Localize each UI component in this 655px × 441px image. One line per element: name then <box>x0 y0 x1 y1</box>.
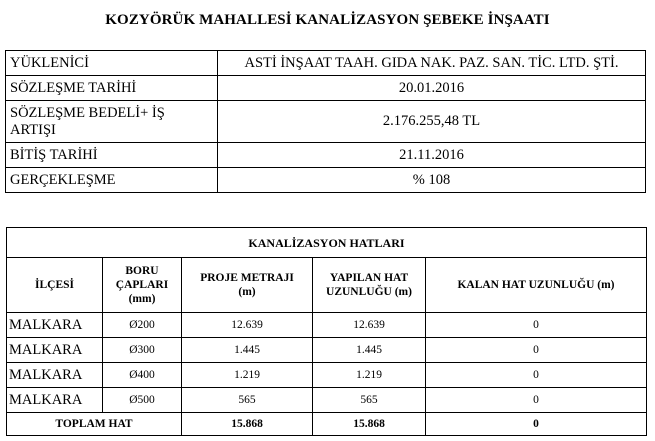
total-built: 15.868 <box>313 413 426 436</box>
table-row <box>7 338 647 363</box>
header-project-quantity: PROJE METRAJI (m) <box>182 258 313 313</box>
total-label: TOPLAM HAT <box>7 413 182 436</box>
cell-diameter: Ø300 <box>103 338 182 363</box>
info-row-contract-date <box>6 76 646 101</box>
info-label: BİTİŞ TARİHİ <box>6 143 218 168</box>
info-label: YÜKLENİCİ <box>6 51 218 76</box>
cell-built: 12.639 <box>313 313 426 338</box>
cell-diameter: Ø400 <box>103 363 182 388</box>
info-row-contractor <box>6 51 646 76</box>
cell-remaining: 0 <box>426 313 647 338</box>
cell-built: 1.445 <box>313 338 426 363</box>
table-total-row <box>7 413 647 436</box>
total-remaining: 0 <box>426 413 647 436</box>
table-row <box>7 363 647 388</box>
info-row-end-date <box>6 143 646 168</box>
cell-project: 1.445 <box>182 338 313 363</box>
info-label: SÖZLEŞME BEDELİ+ İŞ ARTIŞI <box>6 101 218 143</box>
info-value: 21.11.2016 <box>218 143 646 168</box>
info-label: GERÇEKLEŞME <box>6 168 218 193</box>
cell-remaining: 0 <box>426 388 647 413</box>
cell-district: MALKARA <box>7 313 103 338</box>
cell-built: 1.219 <box>313 363 426 388</box>
document-title: KOZYÖRÜK MAHALLESİ KANALİZASYON ŞEBEKE İNŞAATI <box>105 12 550 28</box>
cell-remaining: 0 <box>426 338 647 363</box>
table-header-row <box>7 258 647 313</box>
contract-info-table <box>5 50 646 193</box>
info-label: SÖZLEŞME TARİHİ <box>6 76 218 101</box>
info-value: % 108 <box>218 168 646 193</box>
sewer-lines-table <box>6 227 647 436</box>
table-caption: KANALİZASYON HATLARI <box>7 228 647 258</box>
header-pipe-diameter: BORU ÇAPLARI (mm) <box>103 258 182 313</box>
cell-project: 1.219 <box>182 363 313 388</box>
cell-project: 12.639 <box>182 313 313 338</box>
header-built-length: YAPILAN HAT UZUNLUĞU (m) <box>313 258 426 313</box>
info-value: 2.176.255,48 TL <box>218 101 646 143</box>
info-row-contract-amount <box>6 101 646 143</box>
cell-built: 565 <box>313 388 426 413</box>
total-project: 15.868 <box>182 413 313 436</box>
cell-diameter: Ø200 <box>103 313 182 338</box>
cell-district: MALKARA <box>7 388 103 413</box>
cell-district: MALKARA <box>7 338 103 363</box>
cell-diameter: Ø500 <box>103 388 182 413</box>
table-row <box>7 313 647 338</box>
header-district: İLÇESİ <box>7 258 103 313</box>
table-row <box>7 388 647 413</box>
header-remaining-length: KALAN HAT UZUNLUĞU (m) <box>426 258 647 313</box>
info-row-realization <box>6 168 646 193</box>
cell-district: MALKARA <box>7 363 103 388</box>
cell-remaining: 0 <box>426 363 647 388</box>
table-caption-row <box>7 228 647 258</box>
info-value: 20.01.2016 <box>218 76 646 101</box>
info-value: ASTİ İNŞAAT TAAH. GIDA NAK. PAZ. SAN. TİC. LTD. ŞTİ. <box>218 51 646 76</box>
cell-project: 565 <box>182 388 313 413</box>
